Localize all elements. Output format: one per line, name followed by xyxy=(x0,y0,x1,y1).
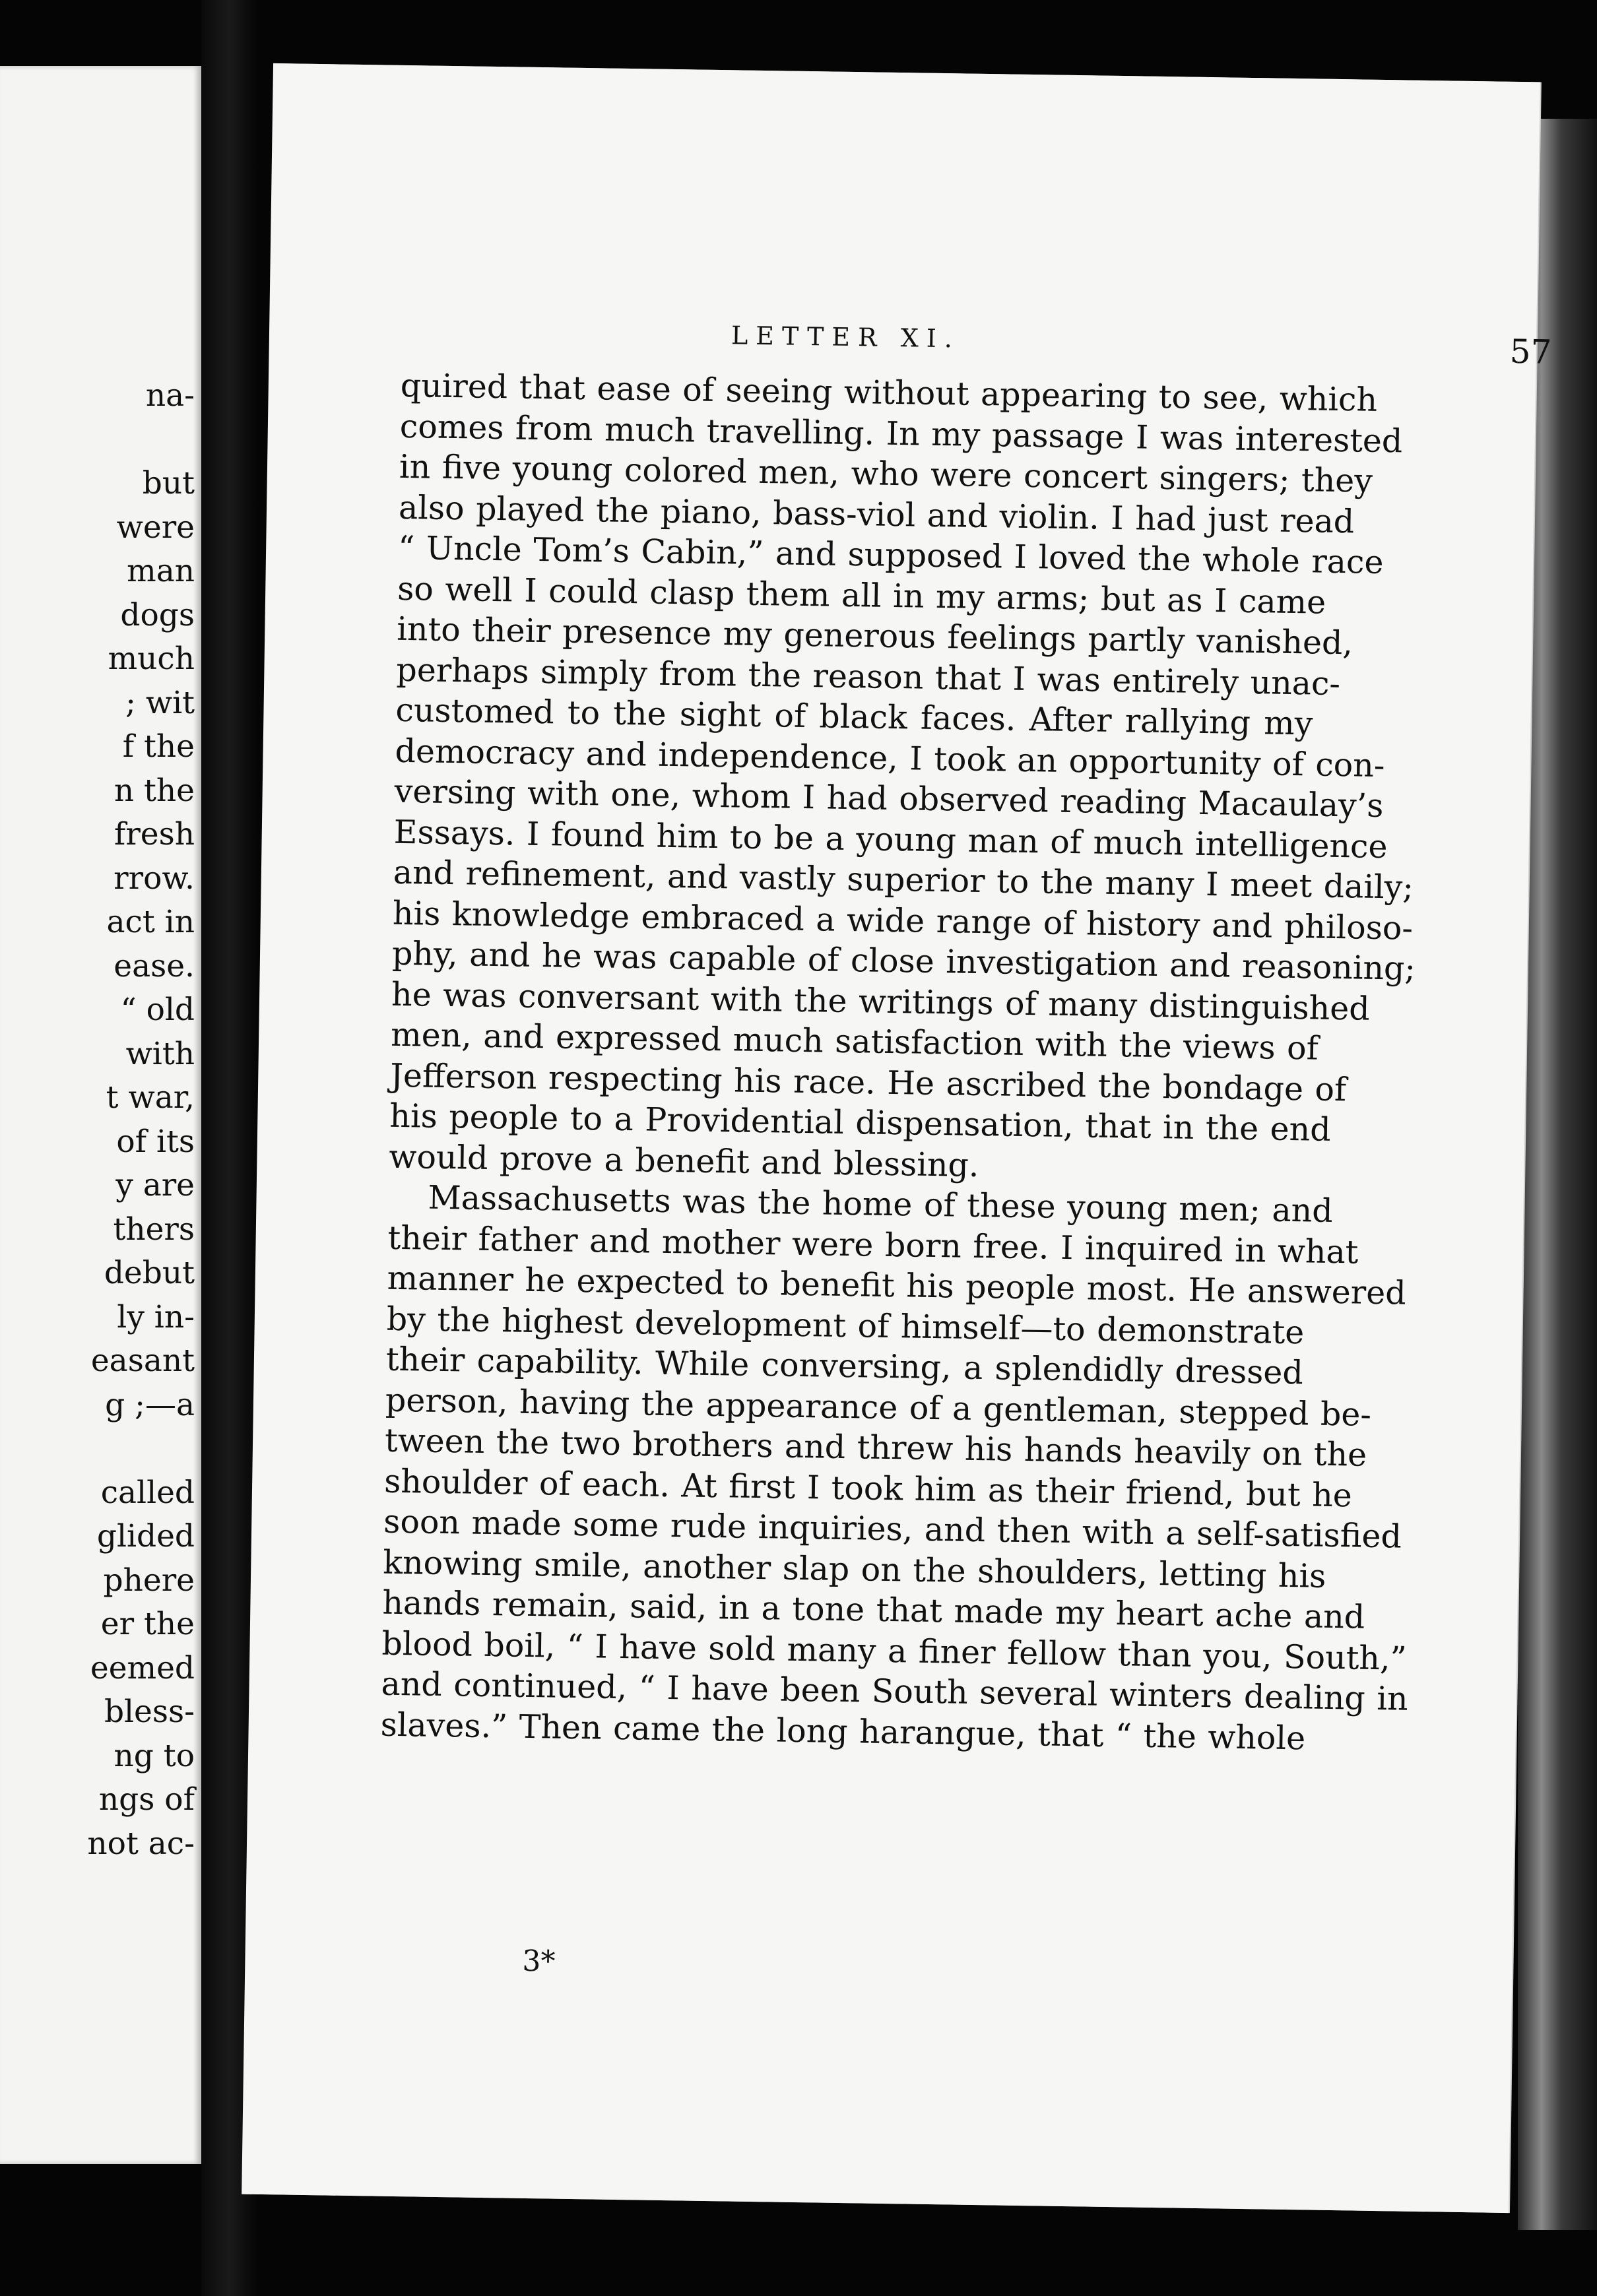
text-line: Jefferson respecting his race. He ascribed the bondage of xyxy=(389,1056,1347,1108)
text-line: also played the piano, bass-viol and violin. I had just read xyxy=(398,488,1355,540)
previous-page-line: with xyxy=(125,1035,195,1072)
text-line: their capability. While conversing, a splendidly dressed xyxy=(385,1340,1304,1392)
previous-page-line: bless- xyxy=(104,1694,195,1730)
previous-page-line: thers xyxy=(113,1211,195,1248)
page-number: 57 xyxy=(1509,332,1552,371)
text-line: blood boil, “ I have sold many a finer fellow than you, South,” xyxy=(381,1624,1408,1678)
previous-page-line: dogs xyxy=(120,596,195,633)
text-line: their father and mother were born free. I inquired in what xyxy=(387,1219,1359,1271)
previous-page-line: man xyxy=(127,553,195,589)
text-line: shoulder of each. At first I took him as their friend, but he xyxy=(383,1462,1353,1514)
text-line: Essays. I found him to be a young man of much intelligence xyxy=(393,813,1388,866)
previous-page-line: ease. xyxy=(114,947,195,984)
running-head: LETTER XI. xyxy=(731,321,961,354)
previous-page-line: debut xyxy=(104,1255,195,1291)
text-line: his people to a Providential dispensation, that in the end xyxy=(389,1097,1331,1149)
text-line: perhaps simply from the reason that I was entirely unac- xyxy=(396,651,1341,703)
previous-page-line: eemed xyxy=(90,1649,195,1686)
previous-page-line: rrow. xyxy=(114,860,195,897)
text-line: comes from much travelling. In my passage I was interested xyxy=(399,407,1403,460)
previous-page-line: of its xyxy=(116,1123,195,1160)
previous-page-line: easant xyxy=(90,1343,195,1379)
previous-page-line: ngs of xyxy=(98,1781,195,1818)
previous-page-line: n the xyxy=(114,772,195,809)
previous-page-line: g ;—a xyxy=(105,1386,195,1423)
previous-page-line: were xyxy=(116,509,195,546)
text-line: slaves.” Then came the long harangue, that “ the whole xyxy=(380,1706,1306,1757)
text-line: by the highest development of himself—to demonstrate xyxy=(386,1300,1305,1351)
paragraph-start-line: Massachusetts was the home of these young men; and xyxy=(428,1178,1334,1230)
previous-page-line: act in xyxy=(106,904,195,940)
text-line: his knowledge embraced a wide range of history and philoso- xyxy=(392,894,1414,947)
previous-page-line: y are xyxy=(115,1167,195,1203)
previous-page-line: na- xyxy=(145,377,195,414)
previous-page-line: ng to xyxy=(114,1737,195,1774)
text-line: customed to the sight of black faces. After rallying my xyxy=(395,691,1313,743)
text-line: tween the two brothers and threw his hands heavily on the xyxy=(384,1421,1367,1474)
previous-page-line: t war, xyxy=(106,1079,195,1116)
previous-page-line: fresh xyxy=(114,816,195,852)
previous-page-line: er the xyxy=(100,1606,195,1642)
previous-page-line: phere xyxy=(103,1562,195,1599)
paragraph-end-line: would prove a benefit and blessing. xyxy=(389,1137,979,1184)
previous-page-line: but xyxy=(142,465,195,501)
previous-page-line: “ old xyxy=(120,992,195,1028)
text-line: so well I could clasp them all in my arms; but as I came xyxy=(397,569,1326,622)
text-line: he was conversant with the writings of many distinguished xyxy=(391,975,1371,1028)
text-line: phy, and he was capable of close investigation and reasoning; xyxy=(391,934,1416,988)
text-line: manner he expected to benefit his people most. He answered xyxy=(387,1259,1406,1312)
text-line: person, having the appearance of a gentleman, stepped be- xyxy=(385,1381,1372,1434)
signature-mark: 3* xyxy=(522,1944,556,1979)
text-line: and continued, “ I have been South several winters dealing in xyxy=(381,1665,1409,1718)
previous-page-line: not ac- xyxy=(87,1825,195,1862)
text-line: and refinement, and vastly superior to the many I meet daily; xyxy=(393,853,1414,907)
text-line: knowing smile, another slap on the shoulders, letting his xyxy=(382,1543,1326,1595)
text-line: versing with one, whom I had observed reading Macaulay’s xyxy=(394,772,1384,825)
text-line: hands remain, said, in a tone that made my heart ache and xyxy=(382,1583,1365,1636)
previous-page-fragment xyxy=(0,66,201,2164)
page-57 xyxy=(242,63,1552,2213)
previous-page-line: ly in- xyxy=(117,1298,195,1335)
text-line: “ Uncle Tom’s Cabin,” and supposed I loved the whole race xyxy=(397,528,1384,581)
text-line: democracy and independence, I took an opportunity of con- xyxy=(395,732,1385,784)
previous-page-line: ; wit xyxy=(125,684,195,721)
previous-page-line: much xyxy=(108,641,195,677)
text-line: in five young colored men, who were concert singers; they xyxy=(399,447,1373,500)
text-line: into their presence my generous feelings partly vanished, xyxy=(396,610,1353,662)
text-line: quired that ease of seeing without appearing to see, which xyxy=(400,366,1378,419)
body-text xyxy=(380,366,1416,1758)
text-line: soon made some rude inquiries, and then with a self-satisfied xyxy=(383,1502,1402,1556)
previous-page-line: glided xyxy=(96,1518,195,1554)
previous-page-line: called xyxy=(100,1474,195,1511)
text-line: men, and expressed much satisfaction with the views of xyxy=(390,1015,1319,1068)
previous-page-line: f the xyxy=(122,728,195,765)
